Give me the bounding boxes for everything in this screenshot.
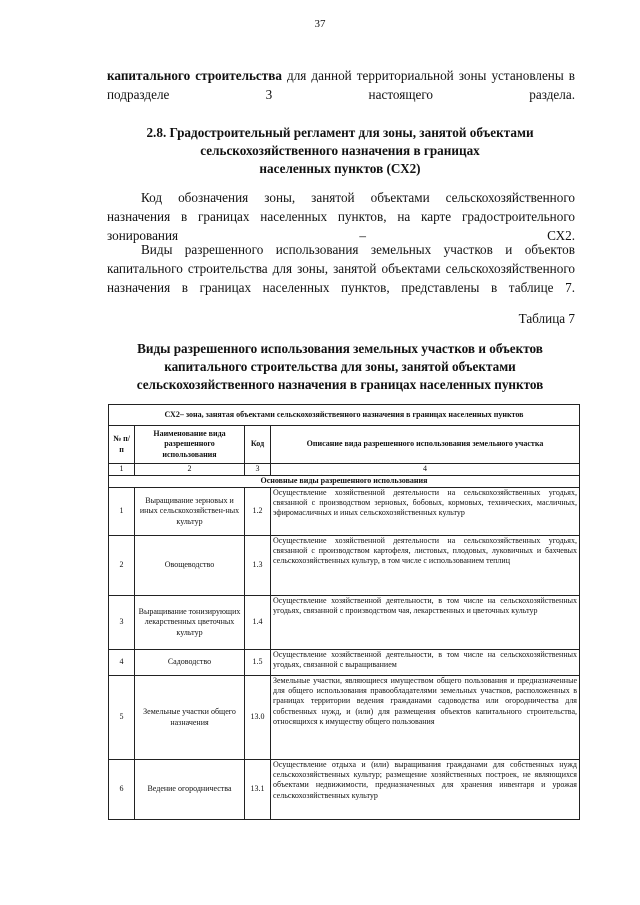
row-code: 1.5 xyxy=(245,650,271,676)
table-label: Таблица 7 xyxy=(518,311,575,326)
row-num: 4 xyxy=(109,650,135,676)
row-desc: Осуществление хозяйственной деятельности, в том числе на сельскохозяйственных угодьях, связанной с производством чая, лекарственных и цветочных культур xyxy=(271,596,580,650)
table-title-line1: Виды разрешенного использования земельных участков и объектов xyxy=(137,341,543,356)
table-row xyxy=(109,760,580,820)
column-header-row xyxy=(109,426,580,464)
intro-rest-text: для данной территориальной зоны установлены в подразделе 3 настоящего раздела. xyxy=(107,68,575,102)
permitted-uses-paragraph: Виды разрешенного использования земельных участков и объектов капитального строительства для зоны, занятой объектами сельскохозяйственного назначения в границах населенных пунктов, представлены в таблице 7. xyxy=(107,242,575,295)
section-heading xyxy=(100,124,580,178)
row-code: 1.3 xyxy=(245,536,271,596)
row-code: 13.1 xyxy=(245,760,271,820)
table-row xyxy=(109,536,580,596)
row-desc: Осуществление хозяйственной деятельности на сельскохозяйственных угодьях, связанной с производством картофеля, листовых, плодовых, луковичных и бахчевых сельскохозяйственных культур, в том числе с использованием теплиц xyxy=(271,536,580,596)
table-row xyxy=(109,488,580,536)
row-desc: Земельные участки, являющиеся имуществом общего пользования и предназначенные для общего использования правообладателями земельных участков, расположенных в границах территории ведения гражданами садоводства или огородничества для собственных нужд, и (или) для размещения объектов капитального строительства, относящихся к имуществу общего пользования xyxy=(271,676,580,760)
intro-paragraph xyxy=(107,66,575,104)
table-title-line3: сельскохозяйственного назначения в границах населенных пунктов xyxy=(136,377,544,392)
row-desc: Осуществление хозяйственной деятельности на сельскохозяйственных угодьях, связанной с производством зерновых, бобовых, кормовых, технических, масличных, эфиромасличных и иных сельскохозяйственных культур xyxy=(271,488,580,536)
col-header-name: Наименование вида разрешенного использования xyxy=(135,426,245,464)
section-heading-line2: сельскохозяйственного назначения в границах xyxy=(200,143,480,158)
row-name: Выращивание зерновых и иных сельскохозяйствен-ных культур xyxy=(135,488,245,536)
row-name: Садоводство xyxy=(135,650,245,676)
row-num: 2 xyxy=(109,536,135,596)
col-header-desc: Описание вида разрешенного использования земельного участка xyxy=(271,426,580,464)
zone-header-row xyxy=(109,405,580,426)
row-code: 1.2 xyxy=(245,488,271,536)
row-name: Овощеводство xyxy=(135,536,245,596)
row-num: 5 xyxy=(109,676,135,760)
col-header-code: Код xyxy=(245,426,271,464)
col-number-1: 1 xyxy=(109,464,135,476)
row-desc: Осуществление отдыха и (или) выращивания гражданами для собственных нужд сельскохозяйственных культур; размещение хозяйственных построек, не являющихся объектами недвижимости, предназначенных для хранения инвентаря и урожая сельскохозяйственных культур xyxy=(271,760,580,820)
section-heading-line3: населенных пунктов (СХ2) xyxy=(259,161,421,176)
col-number-4: 4 xyxy=(271,464,580,476)
row-code: 13.0 xyxy=(245,676,271,760)
row-name: Ведение огородничества xyxy=(135,760,245,820)
table-row xyxy=(109,596,580,650)
zone-code-paragraph: Код обозначения зоны, занятой объектами сельскохозяйственного назначения в границах населенных пунктов, на карте градостроительного зонирования – СХ2. xyxy=(107,190,575,243)
table-title-line2: капитального строительства для зоны, занятой объектами xyxy=(164,359,516,374)
row-num: 3 xyxy=(109,596,135,650)
row-num: 6 xyxy=(109,760,135,820)
column-number-row xyxy=(109,464,580,476)
section-row xyxy=(109,476,580,488)
row-name: Земельные участки общего назначения xyxy=(135,676,245,760)
col-number-3: 3 xyxy=(245,464,271,476)
section-heading-line1: 2.8. Градостроительный регламент для зоны, занятой объектами xyxy=(146,125,534,140)
table-row xyxy=(109,650,580,676)
row-code: 1.4 xyxy=(245,596,271,650)
zone-header-cell: СХ2– зона, занятая объектами сельскохозяйственного назначения в границах населенных пунктов xyxy=(109,405,580,426)
col-header-num: № п/п xyxy=(109,426,135,464)
page-number: 37 xyxy=(314,18,326,30)
intro-bold-text: капитального строительства xyxy=(107,68,282,83)
section-label: Основные виды разрешенного использования xyxy=(109,476,580,488)
row-name: Выращивание тонизирующих лекарственных цветочных культур xyxy=(135,596,245,650)
row-desc: Осуществление хозяйственной деятельности, в том числе на сельскохозяйственных угодьях, связанной с выращиванием xyxy=(271,650,580,676)
permitted-uses-table xyxy=(108,404,580,820)
col-number-2: 2 xyxy=(135,464,245,476)
table-row xyxy=(109,676,580,760)
row-num: 1 xyxy=(109,488,135,536)
table-title xyxy=(100,340,580,394)
